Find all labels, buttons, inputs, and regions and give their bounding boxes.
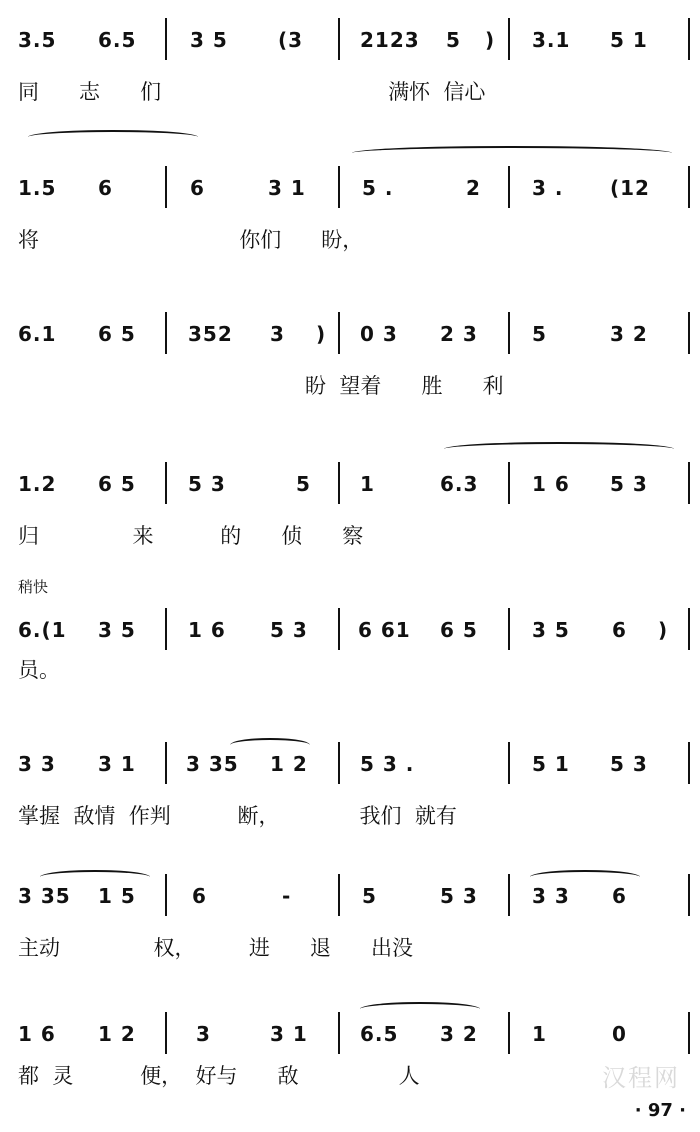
- barline: [508, 462, 510, 504]
- slur: [530, 870, 640, 884]
- music-system: [0, 176, 700, 286]
- note-group: 3.1: [532, 28, 571, 52]
- note-group: 3.5: [18, 28, 57, 52]
- note-group: 1.2: [18, 472, 57, 496]
- note-group: 3 1: [270, 1022, 308, 1046]
- music-system: [0, 472, 700, 582]
- barline: [338, 608, 340, 650]
- slur: [352, 146, 672, 160]
- slur: [230, 738, 310, 752]
- music-system: [0, 28, 700, 138]
- barline: [338, 18, 340, 60]
- note-group: ): [316, 322, 327, 346]
- note-group: 6: [612, 884, 627, 908]
- barline: [508, 312, 510, 354]
- note-line: [0, 752, 700, 792]
- music-system: [0, 884, 700, 994]
- note-group: 5 3: [188, 472, 226, 496]
- note-group: 6.1: [18, 322, 57, 346]
- barline: [508, 18, 510, 60]
- barline: [338, 312, 340, 354]
- barline: [165, 462, 167, 504]
- barline: [338, 462, 340, 504]
- barline: [508, 742, 510, 784]
- note-group: -: [282, 884, 292, 908]
- lyrics-line: 归 来 的 侦 察: [18, 524, 364, 548]
- slur: [444, 442, 674, 456]
- note-group: 5 .: [362, 176, 394, 200]
- barline: [165, 874, 167, 916]
- barline: [165, 1012, 167, 1054]
- barline: [688, 462, 690, 504]
- note-line: [0, 618, 700, 658]
- note-group: 3 35: [18, 884, 71, 908]
- barline: [688, 18, 690, 60]
- note-group: ): [485, 28, 496, 52]
- note-group: 3 1: [98, 752, 136, 776]
- note-line: [0, 1022, 700, 1062]
- note-group: 6 5: [98, 322, 136, 346]
- lyrics-line: 同 志 们 满怀 信心: [18, 80, 486, 104]
- lyrics-line: 主动 权， 进 退 出没: [18, 936, 413, 960]
- note-group: 5 3 .: [360, 752, 415, 776]
- slur: [360, 1002, 480, 1016]
- lyrics-line: 都 灵 便， 好与 敌 人: [18, 1064, 420, 1088]
- note-group: 1.5: [18, 176, 57, 200]
- barline: [688, 608, 690, 650]
- note-group: 1 6: [18, 1022, 56, 1046]
- note-group: 5 3: [270, 618, 308, 642]
- note-group: 1 5: [98, 884, 136, 908]
- note-group: 0: [612, 1022, 627, 1046]
- barline: [508, 874, 510, 916]
- lyrics-line: 员。: [18, 658, 60, 682]
- music-system: [0, 322, 700, 432]
- watermark: 汉程网: [602, 1064, 680, 1092]
- note-group: 1 2: [270, 752, 308, 776]
- note-group: 6.5: [360, 1022, 399, 1046]
- barline: [338, 166, 340, 208]
- barline: [165, 742, 167, 784]
- barline: [338, 874, 340, 916]
- note-group: (3: [278, 28, 304, 52]
- note-group: 3 35: [186, 752, 239, 776]
- note-group: 5 3: [440, 884, 478, 908]
- barline: [165, 18, 167, 60]
- barline: [688, 1012, 690, 1054]
- barline: [508, 166, 510, 208]
- note-group: 5 1: [610, 28, 648, 52]
- note-line: [0, 28, 700, 68]
- note-group: 3 1: [268, 176, 306, 200]
- slur: [40, 870, 150, 884]
- note-group: 3 2: [610, 322, 648, 346]
- tempo-marking: 稍快: [18, 578, 49, 596]
- note-group: 6 5: [440, 618, 478, 642]
- note-group: 2 3: [440, 322, 478, 346]
- note-group: 3 5: [190, 28, 228, 52]
- note-group: 6.(1: [18, 618, 67, 642]
- note-group: 1 6: [188, 618, 226, 642]
- note-group: 0 3: [360, 322, 398, 346]
- note-group: 6: [192, 884, 207, 908]
- note-group: 352: [188, 322, 233, 346]
- barline: [688, 742, 690, 784]
- barline: [508, 1012, 510, 1054]
- note-group: 5: [296, 472, 311, 496]
- barline: [338, 742, 340, 784]
- note-group: 5 3: [610, 752, 648, 776]
- note-group: 5 3: [610, 472, 648, 496]
- barline: [165, 166, 167, 208]
- note-group: (12: [610, 176, 650, 200]
- note-group: 2: [466, 176, 481, 200]
- music-system: [0, 618, 700, 728]
- slur: [28, 130, 198, 144]
- note-group: 1 6: [532, 472, 570, 496]
- note-group: 3: [196, 1022, 211, 1046]
- note-group: 6 61: [358, 618, 411, 642]
- page-number: · 97 ·: [634, 1100, 686, 1121]
- note-group: 6 5: [98, 472, 136, 496]
- barline: [508, 608, 510, 650]
- note-group: 3 5: [98, 618, 136, 642]
- note-group: 6.3: [440, 472, 479, 496]
- lyrics-line: 盼 望着 胜 利: [18, 374, 504, 398]
- note-line: [0, 884, 700, 924]
- lyrics-line: 将 你们 盼，: [18, 228, 364, 252]
- note-group: 3 5: [532, 618, 570, 642]
- note-group: 5: [532, 322, 547, 346]
- note-group: 3: [270, 322, 285, 346]
- barline: [165, 608, 167, 650]
- note-group: 3 2: [440, 1022, 478, 1046]
- music-system: [0, 1022, 700, 1132]
- note-group: 2123: [360, 28, 420, 52]
- note-group: 6: [612, 618, 627, 642]
- music-system: [0, 752, 700, 862]
- note-group: 1 2: [98, 1022, 136, 1046]
- barline: [688, 312, 690, 354]
- note-group: 6.5: [98, 28, 137, 52]
- note-group: 6: [98, 176, 113, 200]
- barline: [338, 1012, 340, 1054]
- barline: [165, 312, 167, 354]
- note-line: [0, 322, 700, 362]
- note-group: 6: [190, 176, 205, 200]
- note-group: ): [658, 618, 669, 642]
- note-group: 1: [360, 472, 375, 496]
- barline: [688, 874, 690, 916]
- lyrics-line: 掌握 敌情 作判 断， 我们 就有: [18, 804, 457, 828]
- note-line: [0, 176, 700, 216]
- note-group: 3 3: [18, 752, 56, 776]
- note-group: 1: [532, 1022, 547, 1046]
- note-group: 5 1: [532, 752, 570, 776]
- note-group: 5: [446, 28, 461, 52]
- note-group: 5: [362, 884, 377, 908]
- note-line: [0, 472, 700, 512]
- barline: [688, 166, 690, 208]
- note-group: 3 3: [532, 884, 570, 908]
- note-group: 3 .: [532, 176, 564, 200]
